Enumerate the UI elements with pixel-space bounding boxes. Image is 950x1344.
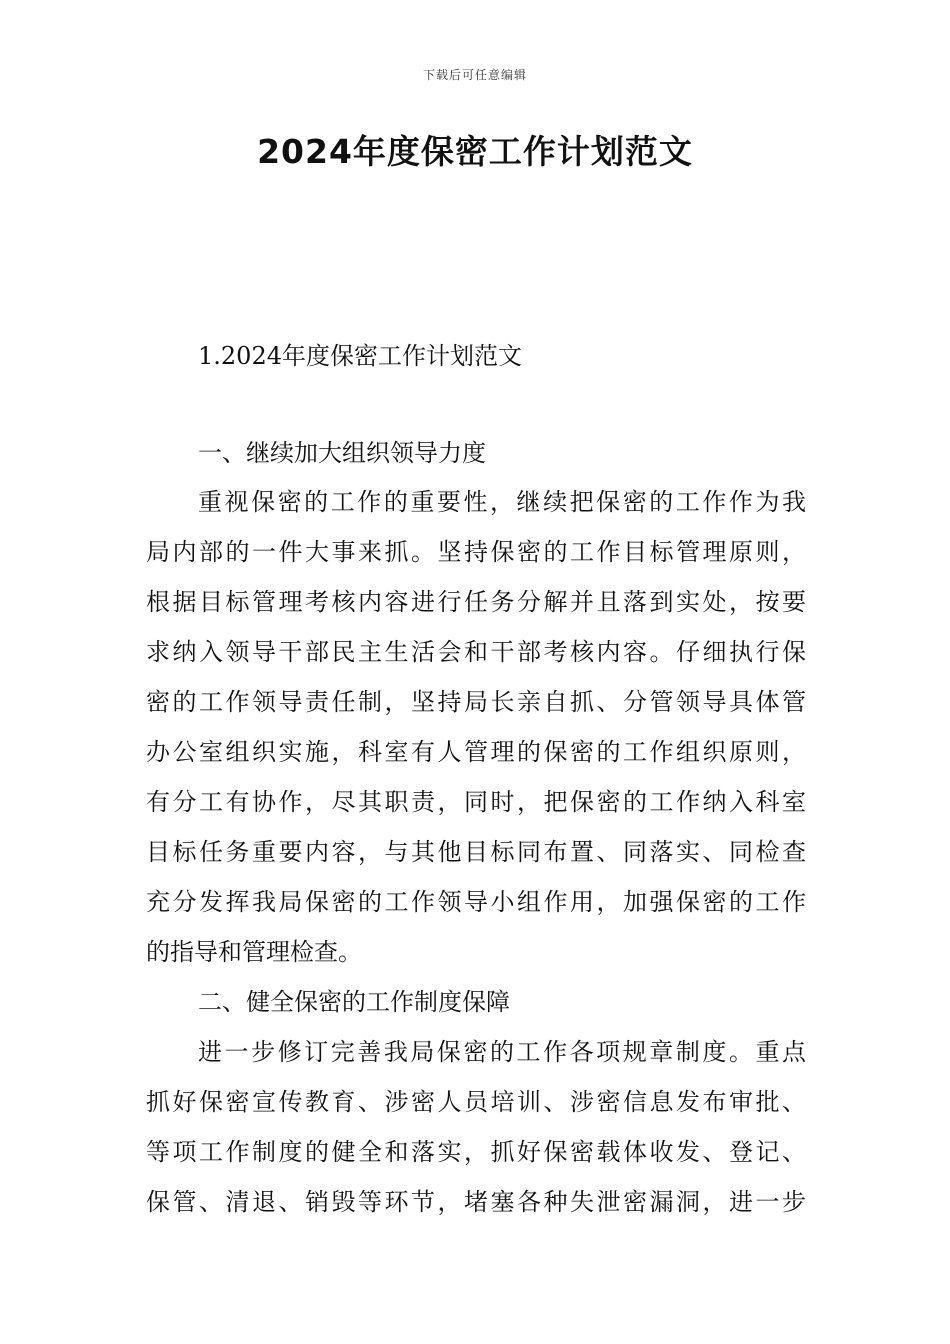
header-note: 下载后可任意编辑 (422, 68, 527, 82)
subtitle: 1.2024年度保密工作计划范文 (198, 342, 522, 370)
paragraph-line: 目标任务重要内容，与其他目标同布置、同落实、同检查 (146, 838, 806, 866)
paragraph-line: 等项工作制度的健全和落实，抓好保密载体收发、登记、 (146, 1138, 806, 1166)
section-heading-1: 一、继续加大组织领导力度 (198, 439, 486, 467)
paragraph-line: 求纳入领导干部民主生活会和干部考核内容。仔细执行保 (146, 638, 806, 666)
paragraph-line: 重视保密的工作的重要性，继续把保密的工作作为我 (198, 488, 806, 516)
paragraph-line: 充分发挥我局保密的工作领导小组作用，加强保密的工作 (146, 888, 806, 916)
paragraph-line: 有分工有协作，尽其职责，同时，把保密的工作纳入科室 (146, 788, 806, 816)
paragraph-line: 保管、清退、销毁等环节，堵塞各种失泄密漏洞，进一步 (146, 1188, 806, 1216)
paragraph-line: 抓好保密宣传教育、涉密人员培训、涉密信息发布审批、 (146, 1088, 806, 1116)
paragraph-line: 办公室组织实施，科室有人管理的保密的工作组织原则， (146, 738, 806, 766)
paragraph-line: 密的工作领导责任制，坚持局长亲自抓、分管领导具体管 (146, 688, 806, 716)
document-title: 2024年度保密工作计划范文 (257, 132, 693, 171)
section-heading-2: 二、健全保密的工作制度保障 (198, 988, 510, 1016)
paragraph-line: 的指导和管理检查。 (146, 938, 362, 966)
paragraph-line: 根据目标管理考核内容进行任务分解并且落到实处，按要 (146, 588, 806, 616)
paragraph-line: 局内部的一件大事来抓。坚持保密的工作目标管理原则， (146, 538, 806, 566)
paragraph-line: 进一步修订完善我局保密的工作各项规章制度。重点 (198, 1038, 806, 1066)
